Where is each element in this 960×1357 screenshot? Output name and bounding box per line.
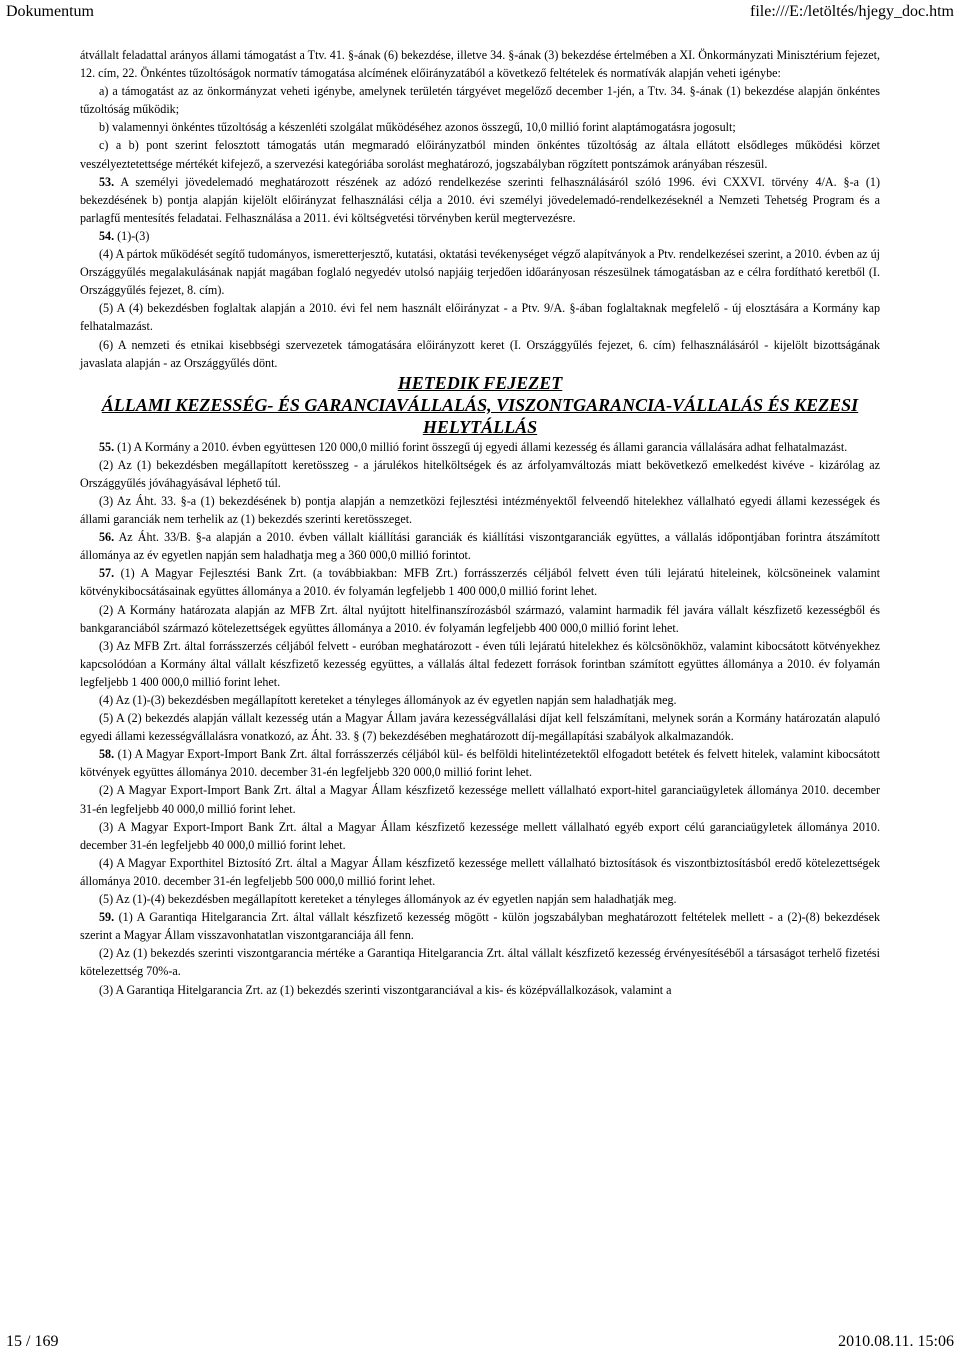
paragraph-text: (2) Az (1) bekezdésben megállapított keretösszeg - a járulékos hitelköltségek és az árfolyamváltozás miatt bekövetkező emelkedést kivéve - kizárólag az Országgyűlés jóváhagyásával léphető túl. xyxy=(80,457,880,490)
paragraph xyxy=(80,456,880,492)
chapter-title: HETEDIK FEJEZET xyxy=(397,372,563,393)
paragraph-text: (5) A (2) bekezdés alapján vállalt kezesség után a Magyar Állam javára kezességvállalási díjat kell felszámítani, melynek során a Kormány határozatán alapuló egyedi állami kezességvállalásra vonatkozó, az Áht. 33. § (7) bekezdésében meghatározott díj-megállapítási szabályok alkalmazandók. xyxy=(80,711,880,744)
paragraph-text: (1) A Kormány a 2010. évben együttesen 120 000,0 millió forint összegű új egyedi állami kezesség és állami garancia vállalására adhat felhatalmazást. xyxy=(114,439,848,454)
browser-print-header xyxy=(0,0,960,26)
paragraph-text: (1) A Garantiqa Hitelgarancia Zrt. által vállalt készfizető kezesség mögött - külön jogszabályban meghatározott feltételek mellett - a (2)-(8) bekezdések szerint a Magyar Állam visszavonhatatlan viszontgaranciája áll fenn. xyxy=(80,910,880,943)
browser-print-footer xyxy=(0,1329,960,1357)
paragraph-text: (3) A Magyar Export-Import Bank Zrt. által a Magyar Állam készfizető kezessége mellett vállalható egyéb export célú garanciaügyletek állománya 2010. december 31-én legfeljebb 40 000,0 millió forint lehet. xyxy=(80,819,880,852)
paragraph xyxy=(80,299,880,335)
paragraph-text: (3) A Garantiqa Hitelgarancia Zrt. az (1) bekezdés szerinti viszontgaranciával a kis- és középvállalkozások, valamint a xyxy=(99,982,672,997)
paragraph-text: (4) A pártok működését segítő tudományos, ismeretterjesztő, kutatási, oktatási tevékenységet végző alapítványok a Ptv. rendelkezései szerint, a 2010. évben az új Országgyűlés megalakulásának napját magában foglaló negyedév utolsó napjáig terjedően időarányosan részesülnek támogatásban az e célra fordítható keretből (I. Országgyűlés fejezet, 8. cím). xyxy=(80,247,880,298)
paragraph xyxy=(80,173,880,227)
paragraph xyxy=(80,691,880,709)
paragraph xyxy=(80,227,880,245)
paragraph xyxy=(80,601,880,637)
paragraph xyxy=(80,245,880,299)
paragraph xyxy=(80,528,880,564)
paragraph-text: a) a támogatást az az önkormányzat veheti igénybe, amelynek területén tárgyévet megelőző december 1-jén, a Ttv. 34. §-ának (1) bekezdése alapján önkéntes tűzoltóság működik; xyxy=(80,84,880,117)
paragraph xyxy=(80,854,880,890)
paragraph-text: Az Áht. 33/B. §-a alapján a 2010. évben vállalt kiállítási garanciák és kiállítási viszontgaranciák együttes, a vállalás időpontjában forintra átszámított állománya az év egyetlen napján sem haladhatja meg a 360 000,0 millió forintot. xyxy=(80,530,880,563)
paragraph-text: c) a b) pont szerint felosztott támogatás után megmaradó előirányzatból minden önkéntes tűzoltóság az általa ellátott elsődleges működési körzet veszélyeztetettsége mértékét kifejező, a szervezési kategóriába sorolást meghatározó, jogszabályban rögzített pontszámok arányában részesül. xyxy=(80,138,880,171)
paragraph-text: (1)-(3) xyxy=(114,228,150,243)
paragraph xyxy=(80,46,880,82)
paragraph-text: b) valamennyi önkéntes tűzoltóság a készenléti szolgálat működéséhez azonos összegű, 10,0 millió forint alaptámogatásra jogosult; xyxy=(99,120,736,135)
paragraph-text: (2) A Kormány határozata alapján az MFB Zrt. által nyújtott hitelfinanszírozásból származó, valamint harmadik fél javára vállalt készfizető kezességből és bankgaranciából származó kötelezettségek együttes állománya a 2010. év folyamán legfeljebb 400 000,0 millió forint lehet. xyxy=(80,602,880,635)
paragraph-text: (5) A (4) bekezdésben foglaltak alapján a 2010. évi fel nem használt előirányzat - a Ptv. 9/A. §-ában foglaltaknak megfelelő - új elosztására a Kormány kap felhatalmazást. xyxy=(80,301,880,334)
footer-timestamp: 2010.08.11. 15:06 xyxy=(838,1333,954,1350)
paragraph xyxy=(80,118,880,136)
paragraph xyxy=(80,637,880,691)
document-body xyxy=(80,46,880,999)
paragraph-block-after-chapter xyxy=(80,438,880,999)
paragraph xyxy=(80,781,880,817)
section-number: 59. xyxy=(99,910,115,925)
paragraph xyxy=(80,981,880,999)
paragraph xyxy=(80,564,880,600)
paragraph xyxy=(80,709,880,745)
paragraph-text: (4) A Magyar Exporthitel Biztosító Zrt. által a Magyar Állam készfizető kezessége mellett vállalható biztosítások és viszontbiztosításból eredő kötelezettségek állománya 2010. december 31-én legfeljebb 500 000,0 millió forint lehet. xyxy=(80,855,880,888)
section-number: 53. xyxy=(99,174,115,189)
paragraph-text: (2) Az (1) bekezdés szerinti viszontgarancia mértéke a Garantiqa Hitelgarancia Zrt. által vállalt készfizető kezesség érvényesítéséből a társaságot terhelő fizetési kötelezettség 70%-a. xyxy=(80,946,880,979)
paragraph xyxy=(80,745,880,781)
paragraph-text: (1) A Magyar Export-Import Bank Zrt. által forrásszerzés céljából kül- és belföldi hitelintézetektől elfogadott betétek és felvett hitelek, valamint kibocsátott kötvények együttes állománya 2010. december 31-én legfeljebb 320 000,0 millió forint lehet. xyxy=(80,747,880,780)
paragraph-text: (6) A nemzeti és etnikai kisebbségi szervezetek támogatására előirányzott keret (I. Országgyűlés fejezet, 6. cím) felhasználásáról - kijelölt bizottságának javaslata alapján - az Országgyűlés dönt. xyxy=(80,337,880,370)
paragraph xyxy=(80,890,880,908)
paragraph-text: (3) Az MFB Zrt. által forrásszerzés céljából felvett - euróban meghatározott - éven túli lejáratú hitelekhez és kölcsönökhöz, valamint kibocsátott kötvényekhez kapcsolódóan a Kormány által vállalt készfizető kezesség együttes, a vállalás által fedezett források forintban számított együttes állománya a 2010. év folyamán legfeljebb 1 400 000,0 millió forint lehet. xyxy=(80,638,880,689)
header-document-title: Dokumentum xyxy=(6,3,94,20)
paragraph-text: (1) A Magyar Fejlesztési Bank Zrt. (a továbbiakban: MFB Zrt.) forrásszerzés céljából felvett éven túli lejáratú hiteleinek, kölcsöneinek valamint kötvénykibocsátásainak együttes állománya a 2010. év folyamán legfeljebb 1 400 000,0 millió forint lehet. xyxy=(80,566,880,599)
paragraph-text: (5) Az (1)-(4) bekezdésben megállapított kereteket a tényleges állományok az év egyetlen napján sem haladhatják meg. xyxy=(99,892,677,907)
header-file-path: file:///E:/letöltés/hjegy_doc.htm xyxy=(750,3,954,20)
paragraph xyxy=(80,438,880,456)
paragraph-text: (4) Az (1)-(3) bekezdésben megállapított kereteket a tényleges állományok az év egyetlen napján sem haladhatják meg. xyxy=(99,693,677,707)
section-number: 56. xyxy=(99,530,115,545)
section-number: 57. xyxy=(99,566,115,581)
section-number: 54. xyxy=(99,228,115,243)
chapter-subtitle: ÁLLAMI KEZESSÉG- ÉS GARANCIAVÁLLALÁS, VISZONTGARANCIA-VÁLLALÁS ÉS KEZESI HELYTÁLLÁS xyxy=(101,394,859,437)
section-number: 55. xyxy=(99,439,115,454)
paragraph xyxy=(80,136,880,172)
paragraph-text: (3) Az Áht. 33. §-a (1) bekezdésének b) pontja alapján a nemzetközi fejlesztési intézményektől felveendő hitelekhez vállalható egyedi állami kezességek és állami garanciák nem terhelik az (1) bekezdés szerinti keretösszeget. xyxy=(80,493,880,527)
section-number: 58. xyxy=(99,747,115,762)
paragraph xyxy=(80,944,880,980)
footer-page-number: 15 / 169 xyxy=(6,1333,59,1350)
paragraph-block-before-chapter xyxy=(80,46,880,372)
paragraph-text: átvállalt feladattal arányos állami támogatást a Ttv. 41. §-ának (6) bekezdése, illetve 34. §-ának (3) bekezdése értelmében a XI. Önkormányzati Minisztérium fejezet, 12. cím, 22. Önkéntes tűzoltóságok normatív támogatása alcímének előirányzatából a következő feltételek és normatívák alapján veheti igénybe: xyxy=(80,48,880,81)
paragraph xyxy=(80,818,880,854)
paragraph xyxy=(80,492,880,528)
paragraph-text: A személyi jövedelemadó meghatározott részének az adózó rendelkezése szerinti felhasználásáról szóló 1996. évi CXXVI. törvény 4/A. §-a (1) bekezdésének b) pontja alapján kijelölt előirányzat felhasználási célja a 2010. évi személyi jövedelemadó-rendelkezéseknél a Nemzeti Tehetség Program és a parlagfű mentesítés feladatai. Felhasználása a 2011. évi költségvetési törvényben kerül megtervezésre. xyxy=(80,174,880,225)
paragraph-text: (2) A Magyar Export-Import Bank Zrt. által a Magyar Állam készfizető kezessége mellett vállalható export-hitel garanciaügyletek állománya 2010. december 31-én legfeljebb 40 000,0 millió forint lehet. xyxy=(80,783,880,816)
paragraph xyxy=(80,336,880,372)
paragraph xyxy=(80,82,880,118)
paragraph xyxy=(80,908,880,944)
